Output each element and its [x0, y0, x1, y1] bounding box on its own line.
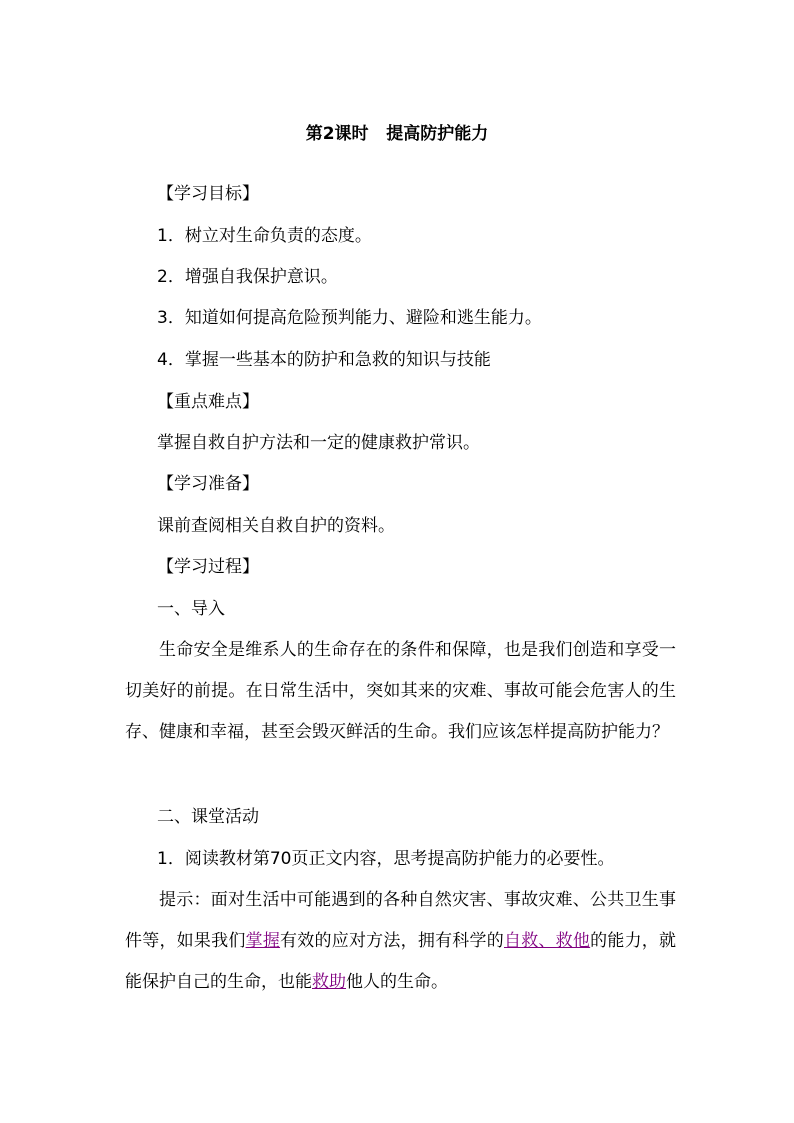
hint-text-1: 提示：面对生活中可能遇到的各种自然灾害、事故灾难、公共卫生事件等，如果我们 [125, 890, 676, 951]
objective-item-2: 2．增强自我保护意识。 [157, 267, 338, 287]
preparation-text: 课前查阅相关自救自护的资料。 [157, 516, 395, 536]
lesson-title: 第2课时 提高防护能力 [305, 124, 489, 144]
objective-item-3: 3．知道如何提高危险预判能力、避险和逃生能力。 [157, 308, 542, 328]
hint-link-self-rescue[interactable]: 自救、救他 [503, 931, 591, 951]
key-points-heading: 【重点难点】 [157, 392, 259, 412]
preparation-heading: 【学习准备】 [157, 474, 259, 494]
hint-text-3: 的能力，就能保护自己的生命，也能 [125, 931, 677, 992]
objective-item-4: 4．掌握一些基本的防护和急救的知识与技能 [157, 350, 491, 370]
process-heading: 【学习过程】 [157, 557, 259, 577]
objective-item-1: 1．树立对生命负责的态度。 [157, 226, 372, 246]
hint-link-rescue[interactable]: 救助 [312, 972, 346, 992]
activity-heading: 二、课堂活动 [157, 807, 259, 827]
hint-link-master[interactable]: 掌握 [245, 931, 281, 951]
intro-paragraph: 生命安全是维系人的生命存在的条件和保障，也是我们创造和享受一切美好的前提。在日常生活中，突如其来的灾难、事故可能会危害人的生存、健康和幸福，甚至会毁灭鲜活的生命。我们应该怎样提高防护能力？ [125, 640, 676, 742]
objectives-heading: 【学习目标】 [157, 184, 259, 204]
hint-text-2: 有效的应对方法，拥有科学的 [280, 931, 504, 951]
hint-paragraph [125, 880, 676, 1003]
intro-heading: 一、导入 [157, 599, 225, 619]
activity-item-1: 1．阅读教材第70页正文内容，思考提高防护能力的必要性。 [157, 849, 615, 869]
key-points-text: 掌握自救自护方法和一定的健康救护常识。 [157, 433, 480, 453]
hint-text-4: 他人的生命。 [346, 972, 448, 992]
